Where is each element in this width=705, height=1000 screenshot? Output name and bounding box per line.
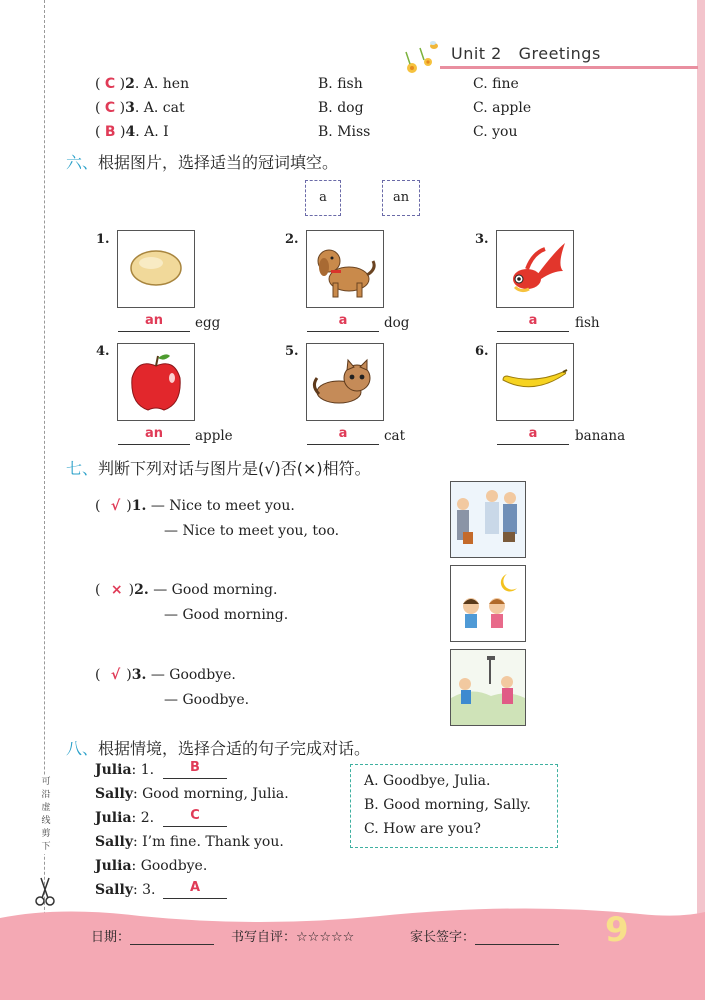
self-eval: [231, 926, 354, 945]
answer-blank[interactable]: C: [163, 808, 227, 827]
section-title: 判断下列对话与图片是(√)否(×)相符。: [98, 459, 371, 478]
item-word: fish: [575, 315, 600, 331]
article-option-a: a: [305, 180, 341, 216]
dialogue-line: — Good morning.: [153, 582, 278, 598]
item-number: 4.: [96, 344, 110, 359]
judge-item: ( × )2. — Good morning.: [95, 582, 278, 598]
date-blank[interactable]: [130, 932, 214, 945]
option-a: A. I: [144, 124, 169, 140]
dialogue-text: Good morning, Julia.: [142, 786, 289, 802]
section-number: 七、: [66, 459, 99, 478]
fish-picture: [496, 230, 574, 308]
item-number: 3.: [475, 232, 489, 247]
banana-picture: [496, 343, 574, 421]
article-blank[interactable]: a: [307, 313, 379, 332]
meeting-picture: [450, 481, 526, 558]
dialogue-row: Julia: 1.: [95, 762, 155, 778]
article-blank[interactable]: a: [497, 313, 569, 332]
section-title: 根据情境，选择合适的句子完成对话。: [98, 739, 371, 758]
cut-hint: 可沿虚线剪下: [39, 776, 53, 854]
unit-topic: Greetings: [518, 44, 601, 63]
item-word: banana: [575, 428, 626, 444]
item-number: 1.: [96, 232, 110, 247]
article-blank[interactable]: a: [307, 426, 379, 445]
option-c: C. fine: [473, 76, 519, 92]
item-word: dog: [384, 315, 410, 331]
choice-answer: B: [104, 124, 116, 140]
option-b: B. Good morning, Sally.: [364, 797, 531, 813]
speaker-name: Sally: [95, 786, 133, 802]
dialogue-line: — Goodbye.: [150, 667, 236, 683]
page-number: 9: [605, 910, 629, 950]
section-7-heading: [66, 456, 371, 479]
goldfish-icon: [497, 231, 573, 307]
section-title: 根据图片，选择适当的冠词填空。: [98, 153, 339, 172]
unit-label: Unit 2: [451, 44, 502, 63]
dialogue-text: I’m fine. Thank you.: [142, 834, 284, 850]
dialogue-text: Goodbye.: [140, 858, 208, 874]
dialogue-row: Julia: 2.: [95, 810, 155, 826]
judge-answer: √: [110, 498, 121, 514]
item-number: 6.: [475, 344, 489, 359]
option-c: C. you: [473, 124, 518, 140]
speaker-name: Sally: [95, 882, 133, 898]
cat-icon: [307, 344, 383, 420]
parent-blank[interactable]: [475, 932, 559, 945]
star-rating[interactable]: ☆☆☆☆☆: [296, 930, 355, 945]
choice-row: ( C )2. A. hen: [95, 76, 190, 92]
night-picture: [450, 565, 526, 642]
dialogue-text: 1.: [140, 762, 155, 778]
item-word: cat: [384, 428, 406, 444]
dog-picture: [306, 230, 384, 308]
date-label: 日期：: [91, 930, 131, 945]
right-edge-bar: [697, 0, 705, 1000]
article-blank[interactable]: an: [118, 426, 190, 445]
dialogue-row: Sally: Good morning, Julia.: [95, 786, 289, 802]
dialogue-line: — Nice to meet you.: [150, 498, 295, 514]
header-underline: [440, 66, 698, 69]
option-b: B. dog: [318, 100, 364, 116]
egg-icon: [118, 231, 194, 307]
dog-icon: [307, 231, 383, 307]
option-b: B. fish: [318, 76, 363, 92]
article-option-an: an: [382, 180, 420, 216]
choice-number: 2: [125, 76, 135, 92]
judge-answer: ×: [110, 582, 123, 598]
dialogue-text: 3.: [142, 882, 156, 898]
choice-answer: C: [104, 100, 116, 116]
choice-row: ( C )3. A. cat: [95, 100, 185, 116]
item-number: 2.: [134, 582, 149, 598]
item-word: apple: [195, 428, 233, 444]
item-number: 2.: [285, 232, 299, 247]
choice-row: ( B )4. A. I: [95, 124, 169, 140]
choice-answer: C: [104, 76, 116, 92]
item-word: egg: [195, 315, 221, 331]
article-blank[interactable]: a: [497, 426, 569, 445]
judge-item: ( √ )3. — Goodbye.: [95, 667, 236, 683]
section-8-heading: [66, 736, 370, 759]
banana-icon: [497, 344, 573, 420]
answer-blank[interactable]: B: [163, 760, 227, 779]
cat-picture: [306, 343, 384, 421]
children-waving-icon: [451, 650, 525, 725]
egg-picture: [117, 230, 195, 308]
article-blank[interactable]: an: [118, 313, 190, 332]
apple-picture: [117, 343, 195, 421]
option-b: B. Miss: [318, 124, 371, 140]
speaker-name: Julia: [95, 858, 132, 874]
answer-blank[interactable]: A: [163, 880, 227, 899]
people-meeting-icon: [451, 482, 525, 557]
section-6-heading: [66, 150, 338, 173]
flower-bee-icon: [398, 38, 448, 78]
speaker-name: Julia: [95, 810, 132, 826]
judge-answer: √: [110, 667, 121, 683]
dialogue-line: — Nice to meet you, too.: [164, 523, 340, 539]
choice-number: 3: [125, 100, 135, 116]
item-number: 1.: [131, 498, 147, 514]
date-field: [91, 926, 214, 945]
option-c: C. apple: [473, 100, 532, 116]
choice-number: 4: [125, 124, 136, 140]
option-c: C. How are you?: [364, 821, 481, 837]
parent-sign-field: [410, 926, 559, 945]
item-number: 3.: [131, 667, 147, 683]
children-moon-icon: [451, 566, 525, 641]
section-number: 八、: [66, 739, 99, 758]
unit-title: [451, 44, 601, 63]
item-number: 5.: [285, 344, 299, 359]
scissors-icon: [34, 874, 56, 908]
option-a: A. hen: [143, 76, 190, 92]
dialogue-line: — Goodbye.: [164, 692, 250, 708]
judge-item: ( √ )1. — Nice to meet you.: [95, 498, 295, 514]
speaker-name: Julia: [95, 762, 132, 778]
footer-band: [0, 906, 705, 1000]
dialogue-row: Julia: Goodbye.: [95, 858, 208, 874]
option-a: A. cat: [143, 100, 185, 116]
parent-label: 家长签字：: [410, 930, 476, 945]
option-a: A. Goodbye, Julia.: [364, 773, 491, 789]
dialogue-row: Sally: I’m fine. Thank you.: [95, 834, 284, 850]
apple-icon: [118, 344, 194, 420]
self-eval-label: 书写自评：: [231, 930, 297, 945]
dialogue-text: 2.: [140, 810, 155, 826]
dialogue-line: — Good morning.: [164, 607, 289, 623]
speaker-name: Sally: [95, 834, 133, 850]
goodbye-picture: [450, 649, 526, 726]
dialogue-row: Sally: 3.: [95, 882, 156, 898]
section-number: 六、: [66, 153, 99, 172]
